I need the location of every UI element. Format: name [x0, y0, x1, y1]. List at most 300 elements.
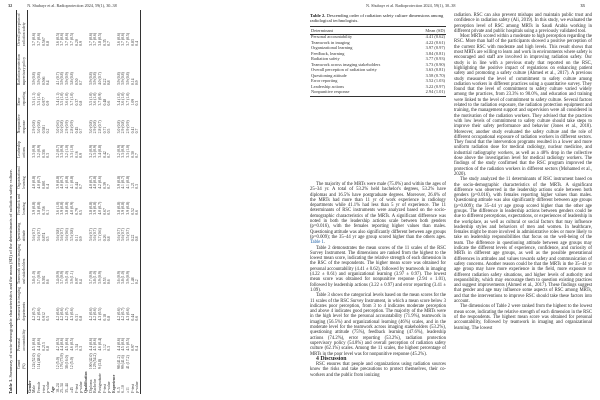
table1-cell: 0.45: [74, 126, 79, 134]
table1-cell: 0.4: [79, 279, 84, 285]
table1-cell: 0.41: [130, 126, 135, 134]
table1-cell: 0.48: [102, 98, 107, 106]
table1-caption-label: Table 1.: [8, 378, 13, 394]
table1-cell: 0.67: [102, 208, 107, 215]
text-column-right: [454, 13, 592, 331]
table1-cell: 3.6 (0.7): [116, 228, 121, 242]
table1-cell: 3.7 (0.6): [88, 32, 93, 46]
table1-cell: 4.2 (0.6): [97, 175, 102, 189]
table1-cell: 0.1: [46, 209, 51, 215]
table1-cell: 2.8 (0.9): [69, 120, 74, 134]
table1-cell: 3.6 (0.7): [37, 228, 42, 242]
table1-cell: 3.5 (1.0): [37, 92, 42, 106]
table1-cell: 0.3: [46, 153, 51, 158]
table1-cell: 0.7: [79, 184, 84, 189]
table1-cell: 4.4 (0.6): [116, 337, 121, 351]
table1-cell: 3.8 (1.0): [121, 271, 126, 285]
table1-cell: 4.3 (0.6): [125, 307, 130, 321]
table1-cell: 0.79: [74, 208, 79, 215]
table1-cell: 4.0 (0.7): [97, 72, 102, 86]
table2-determinant-cell: Feedback, learning: [311, 50, 345, 56]
table1-cell: 3.6 (0.8): [55, 228, 60, 242]
table1-cell: 0.52: [130, 208, 135, 215]
table1-cell: 4.0 (0.9): [69, 201, 74, 215]
table1-cell: 0.3: [135, 159, 140, 190]
table1-cell: 3.8 (1.0): [32, 271, 37, 285]
table1-cell: Qualification: [83, 371, 88, 393]
table1-cell: 0.8: [107, 236, 112, 242]
table1-cell: 3.7 (0.5): [125, 32, 130, 46]
table1-cell: 3.7 (0.9): [97, 92, 102, 106]
table1-cell: 0.16: [74, 151, 79, 158]
table2-mean-cell: 3.73 (0.90): [425, 61, 445, 67]
table2-determinant-cell: Personal accountability: [311, 34, 353, 40]
table1-cell: 3.8 (0.8): [116, 201, 121, 215]
table1-cell: 0.7: [107, 153, 112, 158]
table2-caption: [310, 13, 446, 23]
table1-cell: 3.9 (0.8): [116, 72, 121, 86]
table1-cell: 0.7: [107, 184, 112, 189]
table1-cell: 4.2 (0.7): [121, 307, 126, 321]
discussion-paragraph-3: Most MRTs scored within a moderate to high perception regarding the RSC. More than half of the participants showed a positive perception of the current RSC with moderate and high levels. This result shows that most MRTs are willing to learn and work in environments where safety is encouraged and staff are involved in improving radiation safety. Our study is in line with a previous study that reported on the RSC, highlighting the positive impact of regulations on enhancing patient safety and promoting a safety culture (Ahmed et al., 2017). A previous study measured the level of commitment to safety culture among radiation workers in different practices using a quantitative survey. They found that the level of commitment to safety culture varied widely among the practices, from 23.3% to 90.0%, and education and training were linked to the level of commitment to safety culture. Several factors related to the radiation exposure, the radiation protection equipment and training, the management support and supervision were all considered in the motivation of the radiation workers. They advised that the practices with low levels of commitment to safety culture should take steps to improve their safety performance and behavior (Jones et al., 2018). Moreover, another study evaluated the safety culture and the role of different occupational exposure of radiation workers in different sectors. They found that the intervention programs resulted in a lower and more uniform radiation dose for medical radiology, nuclear medicine, and industrial radiography workers, as well as a 48% drop in the collective dose above the investigation level for medical radiology workers. The findings of the study confirmed that the RSC program improved the protection of the radiation workers in different sectors (Mohamed et al., 2020).: [454, 34, 592, 177]
discussion-paragraph-2: radiation. RSC can also prevent mishaps and maintain public trust and confidence in radiation safety (Ali, 2019). In this study, we evaluated the perception level of RSC among MRTs in Saudi Arabia working in different private and public hospitals using a previously validated tool.: [454, 13, 592, 34]
table1-cell: 0.213: [41, 342, 46, 351]
table1-cell: 3.9 (0.8): [125, 72, 130, 86]
table1-cell: 0.5: [46, 236, 51, 242]
table1-cell: Diploma: [88, 379, 93, 393]
table2: [310, 26, 446, 96]
table1-cell: 0.7: [79, 128, 84, 134]
table1-cell: 0.3: [79, 346, 84, 351]
table1-cell: 4.1 (0.7): [55, 72, 60, 86]
table1-cell: 0.4: [46, 80, 51, 86]
table1-cell: 0.30: [130, 151, 135, 158]
table1-cell: 3.9 (0.8): [121, 201, 126, 215]
table1-cell: 1.21: [130, 182, 135, 189]
table1-cell: 98 (41.2): [116, 355, 121, 370]
table1-cell: 4.0 (0.7): [60, 175, 65, 189]
table1-cell: 0.5: [46, 315, 51, 321]
table1-header-cell: Questioning attitude: [17, 216, 28, 243]
table1-header-cell: Nonpunitive response: [17, 107, 28, 135]
table1-cell: ≥45: [69, 386, 74, 393]
table1-cell: 4.4 (0.6): [60, 337, 65, 351]
table1-cell: 0.7: [135, 107, 140, 135]
table1-cell: 3.9 (0.8): [55, 175, 60, 189]
table1-cell: 0.9: [79, 41, 84, 46]
table1-cell: 0.8: [46, 346, 51, 351]
table1-cell: 0.9: [46, 100, 51, 106]
table1-cell: 0.5: [79, 209, 84, 215]
table1-cell: 114 (48.0): [37, 353, 42, 370]
table2-mean-cell: 4.41 (0.62): [425, 34, 445, 40]
table1-header-cell: Teamwork across imaging and stakeholders: [17, 244, 26, 285]
table1-link[interactable]: Table 1: [310, 240, 324, 246]
table1-cell: 3.8 (0.8): [37, 201, 42, 215]
table1-cell: 0.392: [41, 275, 46, 285]
table1-cell: 3.6 (0.7): [60, 228, 65, 242]
table1-header-row: [17, 10, 28, 394]
table1-header-cell: [17, 370, 28, 394]
table2-mean-cell: 3.22 (0.97): [425, 83, 445, 89]
table1-cell: 0.50: [74, 78, 79, 86]
table1-cell: 25–34: [60, 383, 65, 393]
table1-cell: 0.9: [135, 47, 140, 86]
table1-cell: 3.4 (1.0): [116, 92, 121, 106]
table1-cell: 0.8: [79, 315, 84, 321]
table1-cell: 0.26: [102, 234, 107, 242]
table1-cell: 0.9: [79, 236, 84, 242]
table1-cell: 3.0 (0.8): [37, 120, 42, 134]
right-page-number: 33: [580, 3, 585, 8]
table1-header-cell: Organizational learning: [17, 159, 28, 190]
table1-cell: 3.9 (0.8): [93, 201, 98, 215]
table1-cell: 0.20: [74, 39, 79, 46]
table1-cell: 0.31: [74, 313, 79, 321]
table1-cell: 0.7: [107, 41, 112, 46]
table2-mean-cell: 3.52 (1.03): [425, 78, 445, 84]
table1-cell: 4.2 (0.6): [93, 307, 98, 321]
table1-cell: 0.6: [135, 285, 140, 322]
table1-header-cell: Feedback and learning: [17, 190, 28, 216]
table1-cell: 3.8 (1.0): [93, 271, 98, 285]
left-running-head: [8, 3, 117, 8]
table1-cell: 3.7 (0.5): [69, 32, 74, 46]
table1-cell: 0.9: [79, 153, 84, 158]
table1-cell: 3.3 (1.0): [125, 144, 130, 158]
table1-cell: 3.5 (1.1): [32, 92, 37, 106]
table1-cell: 3.5 (0.7): [125, 228, 130, 242]
table1-rotated: [8, 10, 148, 394]
table1-cell: 0.35: [102, 39, 107, 46]
table1-cell: 0.44: [74, 182, 79, 189]
table1-cell: 3.9 (1.0): [65, 271, 70, 285]
table1-header-cell: Teamwork in imaging departments: [17, 287, 26, 321]
table1-header-cell: Overall perception of radiation safety: [17, 10, 28, 47]
table1-cell: 35–44: [65, 383, 70, 393]
table1-cell: 0.97: [74, 277, 79, 285]
table1-cell: Age: [51, 386, 56, 393]
table1-cell: 0.581: [41, 124, 46, 134]
table1-cell: 3.2 (1.0): [65, 144, 70, 158]
table2-row: [310, 90, 446, 96]
table1-cell: Postgraduate: [97, 373, 102, 393]
table1-cell: 1.34: [74, 344, 79, 351]
table1-cell: 3.7 (0.9): [60, 271, 65, 285]
table2-determinant-cell: Error reporting: [311, 78, 338, 84]
table1-cell: 3.7 (0.9): [88, 271, 93, 285]
table1-cell: 129 (54.2): [93, 353, 98, 370]
table1-cell: 3.6 (1.0): [65, 92, 70, 106]
table1-header-cell: Count (%): [17, 352, 28, 370]
table1-cell: 2.9 (0.9): [65, 120, 70, 134]
table1-cell: Female: [37, 381, 42, 393]
table2-caption-text: Descending order of radiation safety culture dimensions among radiological technologists.: [310, 13, 444, 24]
table1-cell: 100 (42.0): [88, 353, 93, 370]
table1-cell: 3.3 (1.0): [69, 144, 74, 158]
table1-cell: 3.9 (0.9): [125, 271, 130, 285]
table1-cell: 3.6 (0.7): [93, 228, 98, 242]
table1-cell: 4.1 (0.8): [69, 175, 74, 189]
table1-cell: 2.9 (0.8): [121, 120, 126, 134]
table1-cell: 3.9 (0.8): [32, 72, 37, 86]
table1-cell: 0.4: [46, 184, 51, 189]
table1-cell: 0.53: [102, 277, 107, 285]
results-paragraph-2: Table 2 demonstrates the mean scores of the 11 scales of the RSC Survey Instrument. The dimensions are ranked from the highest to the lowest mean score, indicating the relative strength of each dimension in the RSC of the respondents. The higher mean score was obtained for personal accountability (4.41 ± 0.62), followed by teamwork in imaging (4.22 ± 0.61) and organizational learning (3.97 ± 0.97). The lowest mean score was obtained for nonpunitive response (2.94 ± 1.01), followed by leadership actions (3.22 ± 0.97) and error reporting (3.41 ± 1.09).: [310, 245, 446, 293]
table1-cell: 2.9 (0.8): [93, 120, 98, 134]
table1-cell: 6–10: [121, 385, 126, 393]
table1-cell: 3.7 (1.0): [69, 92, 74, 106]
table1-cell: 12 (5.0): [55, 357, 60, 370]
table1-cell: 0.18: [102, 313, 107, 321]
table1-cell: 3.9 (0.9): [97, 271, 102, 285]
table1-cell: 0.4: [135, 322, 140, 352]
table1-cell: 0.97: [130, 344, 135, 351]
table1-cell: 0.44: [130, 313, 135, 321]
table1-cell: 0.2: [46, 128, 51, 134]
table1-cell: 4.5 (0.5): [125, 337, 130, 351]
table1-cell: 4.2 (0.6): [88, 307, 93, 321]
table1-cell: 4.2 (0.5): [55, 337, 60, 351]
table1-cell: 4.5 (0.6): [93, 337, 98, 351]
table1-cell: 3.6 (0.7): [32, 228, 37, 242]
table1-cell: 4.0 (0.7): [97, 201, 102, 215]
table1-cell: 0.801: [41, 180, 46, 189]
table1-cell: 3.3 (0.9): [121, 144, 126, 158]
table1-cell: F-test: [102, 384, 107, 393]
table1-cell: 0.8: [46, 41, 51, 46]
table1-header-cell: Personal accountability: [17, 322, 28, 352]
table1-header-cell: Error reporting: [17, 86, 28, 106]
table1-cell: 3.4 (0.8): [97, 144, 102, 158]
table2-header-mean: Mean (SD): [414, 27, 446, 35]
table1-cell: Bachelor: [93, 379, 98, 393]
table1-cell: 0.567: [41, 37, 46, 46]
table1-cell: 4.3 (0.5): [97, 307, 102, 321]
table1-cell: 3.9 (0.8): [32, 201, 37, 215]
table1-cell: 3.4 (1.1): [55, 92, 60, 106]
table1-cell: 3.7 (0.6): [65, 32, 70, 46]
discussion-paragraph-4: The study analyzed the 11 determinants of RSC instrument based on the socio-demographic characteristics of the MRTs. A significant difference was observed in the leadership actions scale between both genders (p=0.016), with females reporting higher values than males. Questioning attitude was also significantly different between age groups (p=0.009); the 35–44 yr age group scored higher than the other age groups. The difference in leadership actions between genders could be due to different perceptions, expectations, or experiences of leadership in the workplace, as well as cultural or social factors that may influence leadership styles and behaviors of men and women. In healthcare, females might be more involved in administrative roles or more likely to take on leadership responsibilities that focus on the well-being of the team. The difference in questioning attitude between age groups may indicate the different levels of experience, confidence, and curiosity of MRTs in different age groups, as well as the possible generational differences in attitudes and values towards safety and communication of safety concerns. Another reason could be that the MRTs in the 35–44 yr age group may have more experience in the field, more exposure to different radiation safety situations, and higher levels of authority and responsibility, which may encourage them to question existing practices and suggest improvements (Ahmed et al., 2017). These findings suggest that gender and age may influence some aspects of RSC among MRTs, and that the interventions to improve RSC should take these factors into account.: [454, 177, 592, 305]
table1-cell: 3.8 (0.5): [97, 32, 102, 46]
table2-determinant-cell: Overall perception of radiation safety: [311, 67, 377, 73]
table1-cell: 4.3 (0.6): [69, 307, 74, 321]
table2-mean-cell: 3.77 (0.93): [425, 56, 445, 62]
table1-caption-text: Summary of socio-demographic characteristics and the mean (SD) of the determinants of radiation safety culture.: [8, 168, 13, 378]
table2-determinant-cell: Leadership actions: [311, 83, 345, 89]
table1-cell: 12 (5.0): [69, 357, 74, 370]
table1-cell: 3.9 (0.8): [93, 72, 98, 86]
table1-cell: 0.912: [41, 312, 46, 321]
table1-header-cell: Radiation protection supervisory policy: [17, 47, 28, 86]
table1-cell: 3.5 (1.0): [88, 92, 93, 106]
table1-cell: 3.3 (0.9): [32, 144, 37, 158]
table1-cell: 3.6 (0.7): [121, 228, 126, 242]
table1-body: [27, 10, 140, 394]
table1-cell: 3.0 (0.8): [60, 120, 65, 134]
table1-cell: 3.9 (0.8): [121, 72, 126, 86]
table1-cell: 4.2 (0.6): [116, 307, 121, 321]
table1-cell: 0.7: [135, 135, 140, 160]
table1-cell: 124 (52.0): [32, 353, 37, 370]
table1-cell: p-value: [107, 381, 112, 393]
table1-cell: 1.09: [130, 98, 135, 106]
discussion-paragraph-1: RSC ensures that people and organizations using radiation sources know the risks and take precautions to protect themselves, their co-workers and the public from ionizing: [310, 362, 446, 378]
table1-cell: 4.2 (0.7): [32, 307, 37, 321]
table1-cell: 3.0 (0.6): [55, 120, 60, 134]
table1-cell: 0.566: [41, 76, 46, 86]
table2-mean-cell: 3.84 (0.81): [425, 50, 445, 56]
table1-cell: 0.6: [135, 190, 140, 216]
table1-cell: 4.1 (0.8): [125, 175, 130, 189]
table1-cell: 1.48: [130, 277, 135, 285]
table2-mean-cell: 3.63 (0.81): [425, 67, 445, 73]
table1-cell: 3.7 (0.6): [32, 32, 37, 46]
table1-cell: Experience: [111, 374, 116, 393]
table1-cell: 3.9 (0.8): [125, 201, 130, 215]
table1-header-cell: Leadership actions: [17, 135, 28, 160]
table1-cell: 0.5: [107, 128, 112, 134]
table1-cell: 4.0 (0.7): [88, 175, 93, 189]
table1-cell: 0.22: [102, 78, 107, 86]
table1-cell: 4.2 (0.6): [60, 307, 65, 321]
table1-cell: 4.1 (0.8): [65, 175, 70, 189]
left-running-head-text: N. Shubayr et al. Radioprotection 2024, 59(1), 30–38: [27, 3, 117, 8]
table1-cell: 0.22: [130, 234, 135, 242]
table1-cell: 3.8 (0.8): [88, 201, 93, 215]
table1-cell: 0.7: [79, 80, 84, 86]
table1-cell: 99 (41.6): [121, 355, 126, 370]
table1-cell: 0.5: [107, 209, 112, 215]
table1-cell: 0.4: [135, 10, 140, 47]
table1-cell: Gender: [27, 380, 32, 393]
table1-cell: 3.8 (0.8): [65, 201, 70, 215]
table1-cell: 4.1 (0.7): [121, 175, 126, 189]
table1-cell: 0–5: [116, 387, 121, 393]
table1-cell: 3.6 (1.0): [55, 201, 60, 215]
table1-cell: 4.4 (0.6): [37, 337, 42, 351]
table1-cell: 4.0 (0.8): [93, 175, 98, 189]
table1-cell: 3.6 (0.9): [116, 271, 121, 285]
discussion-paragraph-5: The dimensions of Table 2 were ranked from the highest to the lowest mean score, indicating the relative strength of each dimension in the RSC of the respondents. The highest mean score was obtained for personal accountability, followed by teamwork in imaging and organizational learning. The lowest: [454, 304, 592, 331]
table1: [16, 10, 141, 394]
table1-cell: 2.9 (0.9): [125, 120, 130, 134]
table1-cell: 4.6 (0.4): [97, 337, 102, 351]
table1-cell: 4.2 (0.6): [37, 307, 42, 321]
table1-cell: 0.71: [102, 126, 107, 134]
table1-cell: 3.9 (0.8): [60, 201, 65, 215]
table1-cell: 3.6 (0.6): [116, 32, 121, 46]
table1-cell: 0.14: [130, 78, 135, 86]
table2-mean-cell: 3.97 (0.97): [425, 45, 445, 51]
table1-cell: 0.977: [41, 96, 46, 106]
table1-cell: 0.2: [135, 242, 140, 285]
table1-cell: 0.8: [135, 216, 140, 243]
table1-cell: 3.2 (0.9): [116, 144, 121, 158]
table1-cell: 4.4 (0.6): [88, 337, 93, 351]
table1-cell: 0.6: [107, 100, 112, 106]
table2-block: [310, 13, 446, 97]
discussion-heading: 4 Discussion: [316, 355, 347, 362]
table1-cell: 3.2 (0.9): [88, 144, 93, 158]
table1-cell: p-value: [79, 381, 84, 393]
table1-row: [135, 10, 140, 394]
table1-cell: 0.156: [41, 206, 46, 215]
table1-cell: 3.3 (0.9): [60, 144, 65, 158]
table1-cell: 2.8 (0.7): [97, 120, 102, 134]
table1-cell: Male: [32, 385, 37, 393]
table1-cell: 4.0 (0.7): [37, 175, 42, 189]
table1-cell: 3.3 (0.9): [93, 144, 98, 158]
table1-cell: 0.8: [107, 315, 112, 321]
results-paragraph-1: The majority of the MRTs were male (75.0%) and within the ages of 25–34 yr. A total of 53.2% held bachelor's degrees, 53.2% have diplomas and 16.5% have postgraduate degrees. Moreover, 26.6% of the MRTs had more than 11 yr of work experience in radiology departments while 41.1% had less than 5 yr of experience. The 11 determinants of RSC instruments were analyzed based on the socio-demographic characteristics of the MRTs. A significant difference was noted in both the leadership actions scale between both genders (p=0.016), with the females reporting higher values than males. Questioning attitude was also significantly different between age groups (p=0.009); the 35–44 yr age group scored higher than the others ages. Table 1.: [310, 182, 446, 246]
table1-cell: 1.12: [102, 344, 107, 351]
table1-cell: 3.9 (0.8): [88, 72, 93, 86]
right-running-head-text: N. Shubayr et al. Radioprotection 2024, 59(1), 30–38: [366, 3, 456, 8]
right-page: [302, 0, 600, 400]
table2-determinant-cell: Questioning attitude: [311, 72, 347, 78]
table1-cell: 3.7 (0.6): [93, 32, 98, 46]
table1-cell: 3.5 (0.8): [69, 228, 74, 242]
table1-cell: 4.5 (0.6): [32, 337, 37, 351]
table1-cell: F-test: [130, 384, 135, 393]
table1-cell: 3.5 (1.0): [60, 92, 65, 106]
table2-determinant-cell: Nonpunitive response: [310, 90, 414, 96]
table1-cell: 3.6 (0.6): [65, 228, 70, 242]
table1-cell: p-value: [46, 381, 51, 393]
table1-cell: 0.8: [107, 80, 112, 86]
table1-cell: 0.3: [107, 346, 112, 351]
table1-cell: 0.8: [79, 100, 84, 106]
table1-cell: 3.7 (0.6): [121, 32, 126, 46]
table1-cell: 18–24: [55, 383, 60, 393]
table1-cell: 3.8 (0.8): [69, 72, 74, 86]
table1-cell: 41 (17.2): [125, 355, 130, 370]
table2-mean-cell: 4.22 (0.61): [425, 39, 445, 45]
table2-caption-label: Table 2.: [310, 13, 326, 18]
table1-cell: 3.7 (0.6): [37, 32, 42, 46]
right-running-head: [366, 3, 585, 8]
text-column-left: [310, 182, 446, 378]
table1-cell: 3.0 (0.8): [116, 120, 121, 134]
table2-mean-cell: 3.58 (0.70): [425, 72, 445, 78]
results-paragraph-3: Table 3 shows the categorical levels based on the mean scores for the 11 scales of the RSC Survey Instrument, in which a mean score below 3 indicates poor perception, from 3 to 4 indicates moderate perception and above 4 indicates good perception. The majority of the MRTs were in the high level for the personal accountability (71.9%), teamwork in imaging (56.5%) and organizational learning (46%) scales, and in the moderate level for the teamwork across imaging stakeholders (53.2%), questioning attitude (75%), feedback learning (47.6%), leadership actions (74.2%), error reporting (53.2%), radiation protection supervisory policy (54.8%) and overall perception of radiation safety culture (62.1%) scales. Among the 11 scales, the highest percentage of MRTs in the poor level was for nonpunitive response (45.2%).: [310, 293, 446, 357]
table1-cell: 0.6: [46, 279, 51, 285]
table2-mean-cell: 2.94 (1.01): [414, 90, 446, 96]
table1-cell: 3.6 (0.5): [55, 32, 60, 46]
table2-header-determinant: Determinant: [310, 27, 414, 35]
table1-cell: 3.2 (0.7): [55, 144, 60, 158]
table1-cell: 0.42: [102, 151, 107, 158]
table1-cell: 0.37: [74, 98, 79, 106]
results-paragraph-1-text: The majority of the MRTs were male (75.0%) and within the ages of 25–34 yr. A total of 53.2% held bachelor's degrees, 53.2% have diplomas and 16.5% have postgraduate degrees. Moreover, 26.6% of the MRTs had more than 11 yr of work experience in radiology departments while 41.1% had less than 5 yr of experience. The 11 determinants of RSC instruments were analyzed based on the socio-demographic characteristics of the MRTs. A significant difference was noted in both the leadership actions scale between both genders (p=0.016), with the females reporting higher values than males. Questioning attitude was also significantly different between age groups (p=0.009); the 35–44 yr age group scored higher than the others ages.: [310, 182, 446, 240]
table1-cell: 9 (3.8): [97, 359, 102, 370]
table1-cell: 0.336: [41, 149, 46, 158]
table1-cell: 3.9 (0.8): [37, 72, 42, 86]
table1-cell: 4.6 (0.5): [69, 337, 74, 351]
table1-cell: 3.4 (0.9): [55, 271, 60, 285]
table1-cell: 0.3: [135, 86, 140, 106]
table1-cell: 3.7 (0.9): [37, 271, 42, 285]
table2-body: [310, 35, 446, 97]
table1-cell: 0.39: [102, 182, 107, 189]
left-page-number: 32: [8, 3, 13, 8]
table1-cell: F-test: [74, 384, 79, 393]
table1-cell: ≥11: [125, 387, 130, 393]
table1-cell: 2.9 (0.8): [32, 120, 37, 134]
table1-cell: 38 (16.0): [65, 355, 70, 370]
table1-caption: [8, 10, 13, 394]
